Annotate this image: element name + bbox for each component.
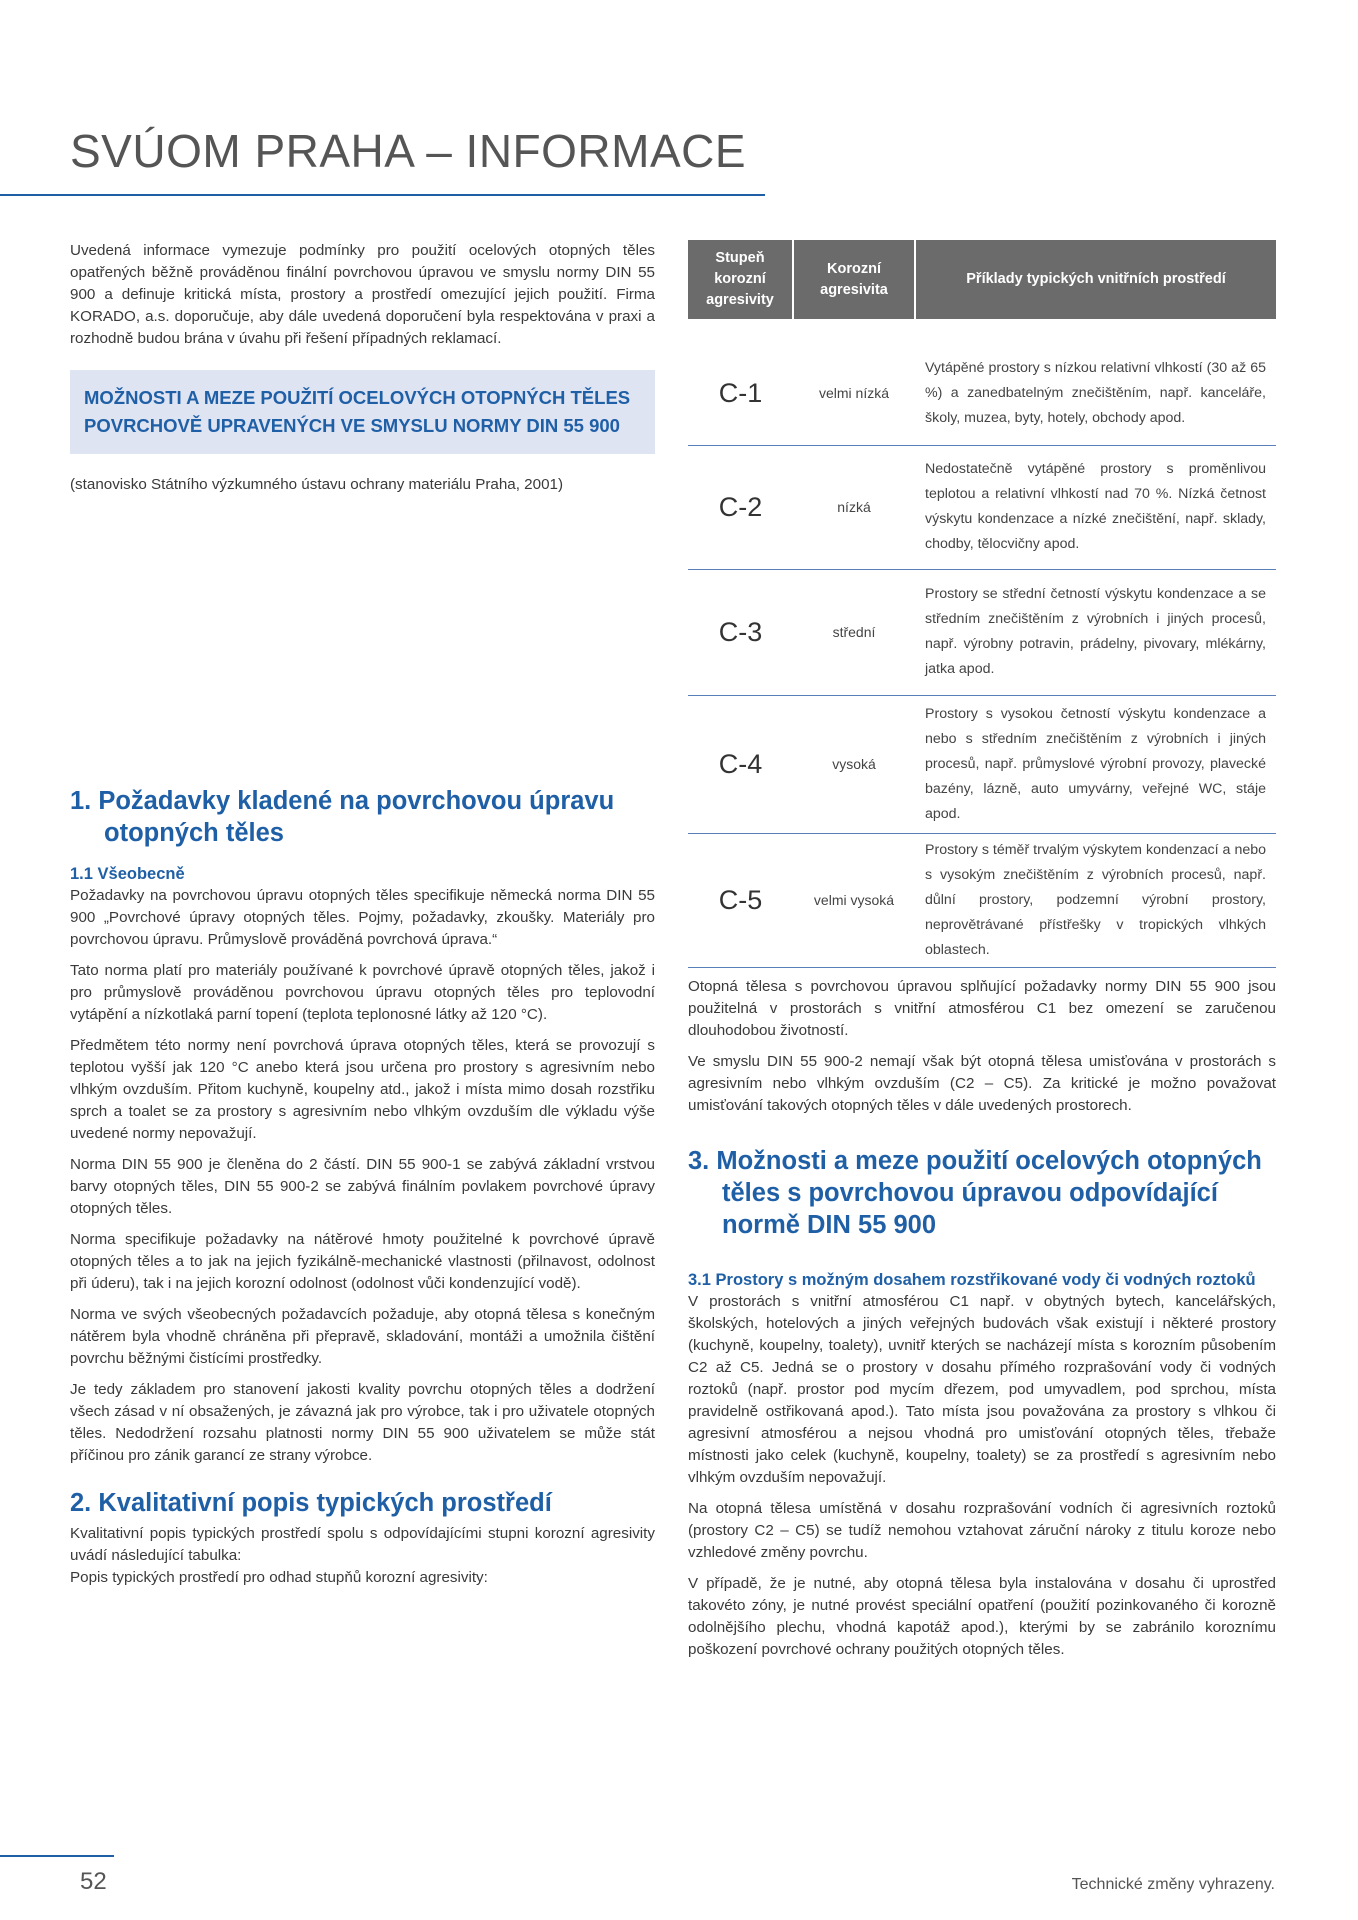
section-3-heading: 3. Možnosti a meze použití ocelových otopných těles s povrchovou úpravou odpovídající normě DIN 55 900 xyxy=(688,1146,1262,1239)
grade-cell: C-2 xyxy=(688,445,793,569)
page-number: 52 xyxy=(80,1868,107,1895)
grade-cell: C-1 xyxy=(688,343,793,445)
level-cell: velmi nízká xyxy=(793,343,915,445)
section-2 xyxy=(70,1487,655,1589)
table-row xyxy=(688,343,1276,445)
callout-box: MOŽNOSTI A MEZE POUŽITÍ OCELOVÝCH OTOPNÝCH TĚLES POVRCHOVĚ UPRAVENÝCH VE SMYSLU NORMY DIN 55 900 xyxy=(70,370,655,454)
left-column xyxy=(70,240,655,1598)
level-cell: střední xyxy=(793,569,915,695)
description-cell: Prostory s vysokou četností výskytu kondenzace a nebo s středním znečištěním z výrobních i jiných procesů, např. průmyslové výrobní provozy, plavecké bazény, lázně, auto umyvárny, veřejné WC, stáje apod. xyxy=(915,695,1276,833)
description-cell: Nedostatečně vytápěné prostory s proměnlivou teplotou a relativní vlhkostí nad 70 %. Nízká četnost výskytu kondenzace a nízké znečištění, např. sklady, chodby, tělocvičny apod. xyxy=(915,445,1276,569)
section-1-paragraph: Tato norma platí pro materiály používané k povrchové úpravě otopných těles, jakož i pro průmyslově prováděnou povrchovou úpravu otopných těles pro teplovodní vytápění a nízkotlaká parní topení (teplota teplonosné látky až 120 °C). xyxy=(70,962,655,1023)
footer-rule xyxy=(0,1855,114,1857)
corrosivity-table xyxy=(688,240,1276,968)
grade-cell: C-4 xyxy=(688,695,793,833)
level-cell: velmi vysoká xyxy=(793,833,915,967)
section-3-paragraph: V prostorách s vnitřní atmosférou C1 např. v obytných bytech, kancelářských, školských, hotelových a jiných veřejných budovách však existují i některé prostory (kuchyně, koupelny, toalety), uvnitř kterých se nacházejí místa s korozním působením C2 až C5. Jedná se o prostory v dosahu přímého rozprašování vody či vodných roztoků (např. prostor pod mycím dřezem, pod umyvadlem, pod sprchou, místa pravidelně ostřikovaná apod.). Tato místa jsou považována za prostory s vlhkou či agresivní atmosférou a nejsou vhodná pro umisťování otopných těles, třebaže místnosti jako celek (kuchyně, koupelny, toalety) se za prostředí s agresivním nebo vlhkým ovzduším nepovažují. xyxy=(688,1292,1276,1486)
section-1-1-heading: 1.1 Všeobecně xyxy=(70,865,185,883)
table-header-cell: Stupeň korozní agresivity xyxy=(688,240,793,319)
table-row xyxy=(688,833,1276,967)
table-header-cell: Příklady typických vnitřních prostředí xyxy=(915,240,1276,319)
table-row xyxy=(688,569,1276,695)
level-cell: nízká xyxy=(793,445,915,569)
section-1-heading: 1. Požadavky kladené na povrchovou úpravu otopných těles xyxy=(70,787,615,847)
description-cell: Prostory se střední četností výskytu kondenzace a se středním znečištěním z výrobních i jiných procesů, např. výrobny potravin, prádelny, pivovary, mlékárny, jatka apod. xyxy=(915,569,1276,695)
table-header-cell: Korozní agresivita xyxy=(793,240,915,319)
after-table-paragraph: Ve smyslu DIN 55 900-2 nemají však být otopná tělesa umisťována v prostorách s agresivním nebo vlhkým ovzduším (C2 – C5). Za kritické je možno považovat umisťování takových otopných těles v dále uvedených prostorech. xyxy=(688,1052,1276,1114)
grade-cell: C-3 xyxy=(688,569,793,695)
grade-cell: C-5 xyxy=(688,833,793,967)
table-header-row xyxy=(688,240,1276,319)
section-2-heading: 2. Kvalitativní popis typických prostředí xyxy=(70,1489,552,1517)
section-1-paragraph: Požadavky na povrchovou úpravu otopných těles specifikuje německá norma DIN 55 900 „Povrchové úpravy otopných těles. Pojmy, požadavky, zkoušky. Materiály pro povrchovou úpravu. Průmyslově prováděná povrchová úprava.“ xyxy=(70,887,655,948)
section-1 xyxy=(70,785,655,1467)
section-1-paragraph: Norma specifikuje požadavky na nátěrové hmoty použitelné k povrchové úpravě otopných těles a to jak na jejich fyzikálně-mechanické vlastnosti (přilnavost, odolnost při úderu), tak i na jejich korozní odolnost (odolnost vůči kondenzující vodě). xyxy=(70,1231,655,1292)
table-row xyxy=(688,445,1276,569)
after-table-paragraph: Otopná tělesa s povrchovou úpravou splňující požadavky normy DIN 55 900 jsou použitelná v prostorách s vnitřní atmosférou C1 bez omezení se zaručenou dlouhodobou životností. xyxy=(688,977,1276,1039)
section-3-1-heading: 3.1 Prostory s možným dosahem rozstřikované vody či vodných roztoků xyxy=(688,1270,1256,1289)
section-3-paragraph: V případě, že je nutné, aby otopná tělesa byla instalována v dosahu či uprostřed takovéto zóny, je nutné provést speciální opatření (použití pozinkovaného či korozně odolnějšího plechu, vhodná kapotáž apod.), kterými by se zabránilo koroznímu poškození povrchové ochrany použitých otopných těles. xyxy=(688,1574,1276,1658)
section-1-paragraph: Norma DIN 55 900 je členěna do 2 částí. DIN 55 900-1 se zabývá základní vrstvou barvy otopných těles, DIN 55 900-2 se zabývá finálním povlakem povrchové úpravy otopných těles. xyxy=(70,1156,655,1217)
section-1-paragraph: Norma ve svých všeobecných požadavcích požaduje, aby otopná tělesa s konečným nátěrem byla vhodně chráněna při přepravě, skladování, montáži a umožnila čištění povrchu běžnými čistícími prostředky. xyxy=(70,1306,655,1367)
section-3-paragraph: Na otopná tělesa umístěná v dosahu rozprašování vodních či agresivních roztoků (prostory C2 – C5) se tudíž nemohou vztahovat záruční nároky z titulu koroze nebo vzhledové změny povrchu. xyxy=(688,1499,1276,1561)
page-title: SVÚOM PRAHA – INFORMACE xyxy=(70,125,747,177)
level-cell: vysoká xyxy=(793,695,915,833)
footer-disclaimer: Technické změny vyhrazeny. xyxy=(1071,1876,1275,1893)
title-rule xyxy=(0,194,765,196)
section-1-paragraph: Je tedy základem pro stanovení jakosti kvality povrchu otopných těles a dodržení všech zásad v ní obsažených, je závazná jak pro výrobce, tak i pro uživatele otopných těles. Nedodržení rozsahu platnosti normy DIN 55 900 uživatelem se může stát příčinou pro zánik garancí ze strany výrobce. xyxy=(70,1381,655,1464)
source-note: (stanovisko Státního výzkumného ústavu ochrany materiálu Praha, 2001) xyxy=(70,476,564,493)
description-cell: Prostory s téměř trvalým výskytem kondenzací a nebo s vysokým znečištěním z výrobních procesů, např. důlní prostory, podzemní výrobní prostory, neprovětrávané přístřešky v tropických vlhkých oblastech. xyxy=(915,833,1276,967)
section-2-paragraph: Kvalitativní popis typických prostředí spolu s odpovídajícími stupni korozní agresivity uvádí následující tabulka: xyxy=(70,1525,655,1564)
section-2-paragraph: Popis typických prostředí pro odhad stupňů korozní agresivity: xyxy=(70,1569,488,1586)
section-3 xyxy=(688,1145,1276,1661)
intro-paragraph: Uvedená informace vymezuje podmínky pro použití ocelových otopných těles opatřených běžně prováděnou finální povrchovou úpravou ve smyslu normy DIN 55 900 a definuje kritická místa, prostory a prostředí omezující jejich použití. Firma KORADO, a.s. doporučuje, aby dále uvedená doporučení byla respektována v praxi a rozhodně budou brána v úvahu při řešení případných reklamací. xyxy=(70,242,655,347)
description-cell: Vytápěné prostory s nízkou relativní vlhkostí (30 až 65 %) a zanedbatelným znečištěním, např. kanceláře, školy, muzea, byty, hotely, obchody apod. xyxy=(915,343,1276,445)
right-column xyxy=(688,240,1276,1670)
section-1-paragraph: Předmětem této normy není povrchová úprava otopných těles, která se provozují s teplotou vyšší jak 120 °C anebo která jsou určena pro prostory s agresivním nebo vlhkým ovzduším. Přitom kuchyně, koupelny atd., jakož i místa mimo dosah rozstřiku sprch a toalet se za prostory s agresivním nebo vlhkým ovzduším dle výkladu výše uvedené normy nepovažují. xyxy=(70,1037,655,1142)
table-row xyxy=(688,695,1276,833)
